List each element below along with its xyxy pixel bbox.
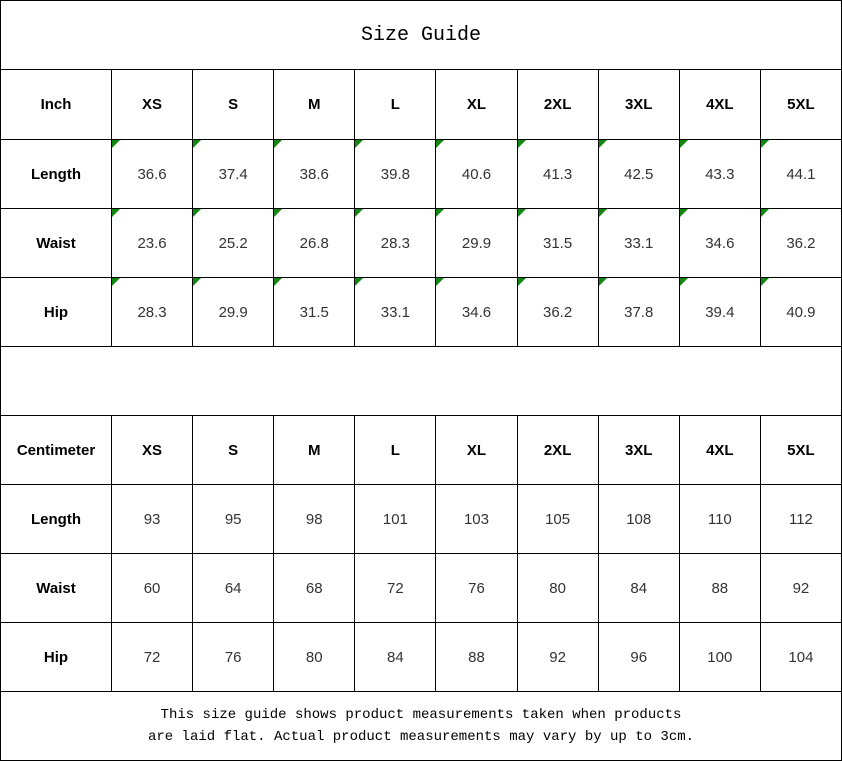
measurement-value: 28.3 xyxy=(380,234,410,252)
measurement-value: 25.2 xyxy=(218,234,248,252)
footer-row xyxy=(1,692,842,761)
measurement-cell xyxy=(355,278,436,347)
measurement-cell xyxy=(598,209,679,278)
measurement-cell: 84 xyxy=(598,554,679,623)
green-corner-flag-icon xyxy=(680,140,688,148)
measurement-cell xyxy=(598,140,679,209)
measurement-cell: 72 xyxy=(355,554,436,623)
measurement-cell: 112 xyxy=(760,485,841,554)
measurement-cell: 95 xyxy=(193,485,274,554)
green-corner-flag-icon xyxy=(436,209,444,217)
green-corner-flag-icon xyxy=(680,209,688,217)
measurement-cell xyxy=(517,140,598,209)
size-header-s: S xyxy=(193,416,274,485)
measurement-cell: 80 xyxy=(274,623,355,692)
green-corner-flag-icon xyxy=(112,278,120,286)
green-corner-flag-icon xyxy=(518,209,526,217)
footer-note xyxy=(1,692,842,761)
size-header-m: M xyxy=(274,70,355,140)
measurement-value: 38.6 xyxy=(299,165,329,183)
green-corner-flag-icon xyxy=(518,140,526,148)
measurement-cell xyxy=(760,140,841,209)
green-corner-flag-icon xyxy=(761,278,769,286)
measurement-value: 44.1 xyxy=(786,165,816,183)
measurement-cell: 88 xyxy=(436,623,517,692)
row-label: Waist xyxy=(1,554,112,623)
measurement-value: 36.2 xyxy=(786,234,816,252)
green-corner-flag-icon xyxy=(355,278,363,286)
size-header-4xl: 4XL xyxy=(679,416,760,485)
green-corner-flag-icon xyxy=(274,140,282,148)
measurement-value: 33.1 xyxy=(380,303,410,321)
measurement-cell: 72 xyxy=(112,623,193,692)
green-corner-flag-icon xyxy=(761,140,769,148)
measurement-value: 31.5 xyxy=(543,234,573,252)
size-header-xl: XL xyxy=(436,70,517,140)
green-corner-flag-icon xyxy=(355,209,363,217)
measurement-cell xyxy=(760,209,841,278)
measurement-cell xyxy=(112,140,193,209)
measurement-cell: 110 xyxy=(679,485,760,554)
green-corner-flag-icon xyxy=(274,278,282,286)
row-label: Length xyxy=(1,140,112,209)
measurement-cell: 98 xyxy=(274,485,355,554)
measurement-value: 23.6 xyxy=(137,234,167,252)
measurement-value: 36.6 xyxy=(137,165,167,183)
measurement-value: 41.3 xyxy=(543,165,573,183)
inch-waist-row xyxy=(1,209,842,278)
measurement-cell xyxy=(517,278,598,347)
measurement-cell: 60 xyxy=(112,554,193,623)
green-corner-flag-icon xyxy=(274,209,282,217)
measurement-cell: 88 xyxy=(679,554,760,623)
size-header-l: L xyxy=(355,416,436,485)
cm-hip-row xyxy=(1,623,842,692)
measurement-value: 34.6 xyxy=(705,234,735,252)
footer-note-line-2: are laid flat. Actual product measurements may vary by up to 3cm. xyxy=(147,729,695,745)
footer-note-line-1: This size guide shows product measurements taken when products xyxy=(160,707,682,723)
measurement-cell xyxy=(679,209,760,278)
unit-header-inch: Inch xyxy=(1,70,112,140)
size-header-xs: XS xyxy=(112,70,193,140)
measurement-value: 37.4 xyxy=(218,165,248,183)
spacer-cell xyxy=(1,347,842,416)
green-corner-flag-icon xyxy=(112,209,120,217)
green-corner-flag-icon xyxy=(193,278,201,286)
row-label: Hip xyxy=(1,623,112,692)
title-row xyxy=(1,1,842,70)
measurement-cell xyxy=(355,209,436,278)
measurement-cell: 64 xyxy=(193,554,274,623)
measurement-cell: 68 xyxy=(274,554,355,623)
row-label: Waist xyxy=(1,209,112,278)
measurement-cell xyxy=(112,209,193,278)
measurement-value: 29.9 xyxy=(461,234,492,252)
inch-header-row xyxy=(1,70,842,140)
unit-header-centimeter: Centimeter xyxy=(1,416,112,485)
measurement-cell: 93 xyxy=(112,485,193,554)
measurement-cell: 104 xyxy=(760,623,841,692)
size-header-l: L xyxy=(355,70,436,140)
size-header-4xl: 4XL xyxy=(679,70,760,140)
measurement-cell xyxy=(274,140,355,209)
size-header-m: M xyxy=(274,416,355,485)
green-corner-flag-icon xyxy=(518,278,526,286)
measurement-value: 37.8 xyxy=(624,303,654,321)
measurement-cell: 84 xyxy=(355,623,436,692)
cm-waist-row xyxy=(1,554,842,623)
measurement-cell: 100 xyxy=(679,623,760,692)
size-header-2xl: 2XL xyxy=(517,416,598,485)
green-corner-flag-icon xyxy=(193,209,201,217)
green-corner-flag-icon xyxy=(599,209,607,217)
spacer-row xyxy=(1,347,842,416)
size-header-xs: XS xyxy=(112,416,193,485)
measurement-value: 40.9 xyxy=(786,303,816,321)
measurement-cell xyxy=(436,140,517,209)
page-title: Size Guide xyxy=(1,1,842,70)
measurement-cell xyxy=(436,278,517,347)
inch-hip-row xyxy=(1,278,842,347)
measurement-value: 40.6 xyxy=(461,165,492,183)
measurement-cell: 76 xyxy=(436,554,517,623)
row-label: Hip xyxy=(1,278,112,347)
measurement-value: 43.3 xyxy=(705,165,735,183)
green-corner-flag-icon xyxy=(355,140,363,148)
green-corner-flag-icon xyxy=(599,278,607,286)
measurement-cell: 92 xyxy=(517,623,598,692)
size-header-5xl: 5XL xyxy=(760,416,841,485)
measurement-cell xyxy=(517,209,598,278)
measurement-value: 29.9 xyxy=(218,303,248,321)
measurement-cell: 103 xyxy=(436,485,517,554)
measurement-value: 39.8 xyxy=(380,165,410,183)
measurement-cell: 96 xyxy=(598,623,679,692)
measurement-cell: 76 xyxy=(193,623,274,692)
measurement-value: 34.6 xyxy=(461,303,492,321)
green-corner-flag-icon xyxy=(761,209,769,217)
green-corner-flag-icon xyxy=(436,278,444,286)
size-header-3xl: 3XL xyxy=(598,70,679,140)
green-corner-flag-icon xyxy=(599,140,607,148)
measurement-cell: 105 xyxy=(517,485,598,554)
row-label: Length xyxy=(1,485,112,554)
cm-header-row xyxy=(1,416,842,485)
measurement-cell xyxy=(193,278,274,347)
size-header-s: S xyxy=(193,70,274,140)
measurement-cell: 108 xyxy=(598,485,679,554)
measurement-cell xyxy=(274,209,355,278)
measurement-cell: 101 xyxy=(355,485,436,554)
measurement-cell xyxy=(355,140,436,209)
measurement-cell xyxy=(193,140,274,209)
size-header-xl: XL xyxy=(436,416,517,485)
measurement-cell xyxy=(679,140,760,209)
measurement-cell xyxy=(193,209,274,278)
size-header-5xl: 5XL xyxy=(760,70,841,140)
green-corner-flag-icon xyxy=(112,140,120,148)
measurement-value: 42.5 xyxy=(624,165,654,183)
size-header-2xl: 2XL xyxy=(517,70,598,140)
measurement-cell: 92 xyxy=(760,554,841,623)
measurement-cell xyxy=(112,278,193,347)
inch-length-row xyxy=(1,140,842,209)
measurement-value: 33.1 xyxy=(624,234,654,252)
measurement-cell xyxy=(274,278,355,347)
measurement-cell xyxy=(436,209,517,278)
green-corner-flag-icon xyxy=(436,140,444,148)
measurement-cell xyxy=(679,278,760,347)
measurement-cell xyxy=(598,278,679,347)
measurement-value: 28.3 xyxy=(137,303,167,321)
measurement-cell: 80 xyxy=(517,554,598,623)
green-corner-flag-icon xyxy=(680,278,688,286)
green-corner-flag-icon xyxy=(193,140,201,148)
size-header-3xl: 3XL xyxy=(598,416,679,485)
measurement-value: 36.2 xyxy=(543,303,573,321)
measurement-cell xyxy=(760,278,841,347)
measurement-value: 39.4 xyxy=(705,303,735,321)
cm-length-row xyxy=(1,485,842,554)
measurement-value: 31.5 xyxy=(299,303,329,321)
measurement-value: 26.8 xyxy=(299,234,329,252)
